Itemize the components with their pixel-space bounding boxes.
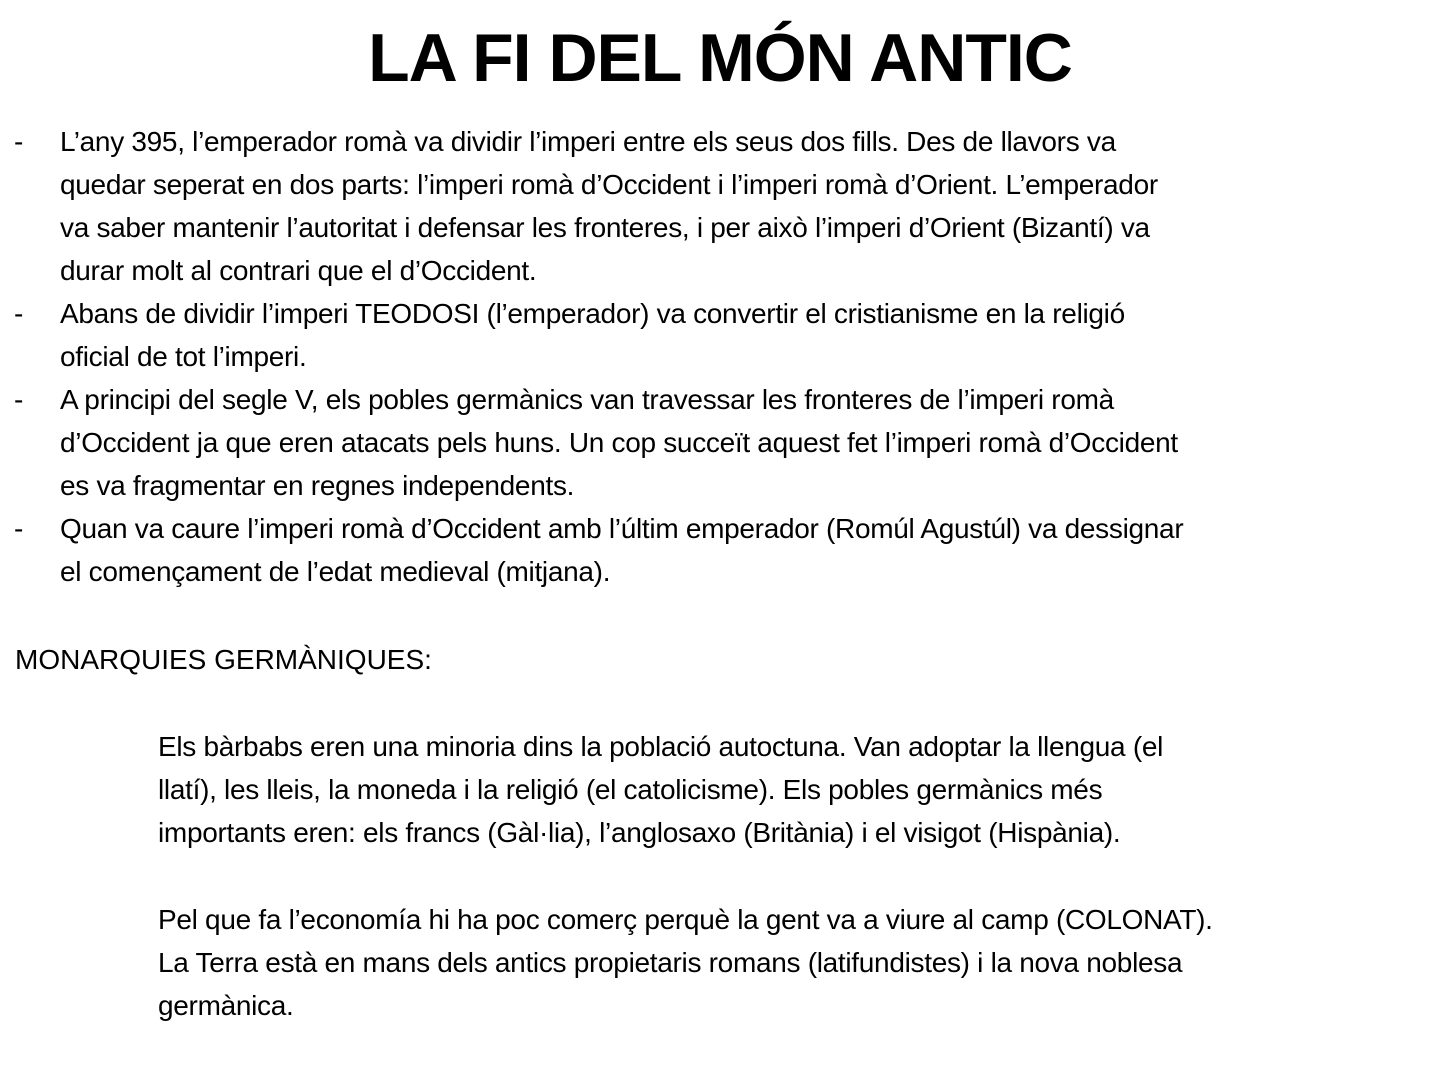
- bullet-item: [0, 507, 1440, 593]
- text-line: A principi del segle V, els pobles germànics van travessar les fronteres de l’imperi romà: [60, 384, 1114, 415]
- section-heading: MONARQUIES GERMÀNIQUES:: [15, 644, 432, 675]
- text-line: d’Occident ja que eren atacats pels huns. Un cop succeït aquest fet l’imperi romà d’Occident: [60, 427, 1178, 458]
- paragraph: [158, 898, 1213, 1027]
- bullet-list: [0, 120, 1440, 593]
- bullet-marker: -: [14, 384, 24, 415]
- bullet-item: [0, 120, 1440, 292]
- bullet-item: [0, 378, 1440, 507]
- text-line: el començament de l’edat medieval (mitjana).: [60, 556, 611, 587]
- text-line: La Terra està en mans dels antics propietaris romans (latifundistes) i la nova noblesa: [158, 947, 1183, 978]
- text-line: Abans de dividir l’imperi TEODOSI (l’emperador) va convertir el cristianisme en la religió: [60, 298, 1125, 329]
- text-line: germànica.: [158, 990, 294, 1021]
- text-line: durar molt al contrari que el d’Occident.: [60, 255, 537, 286]
- text-line: llatí), les lleis, la moneda i la religió (el catolicisme). Els pobles germànics més: [158, 774, 1103, 805]
- text-line: va saber mantenir l’autoritat i defensar les fronteres, i per això l’imperi d’Orient (Bizantí) va: [60, 212, 1150, 243]
- page-title: LA FI DEL MÓN ANTIC: [368, 20, 1072, 96]
- text-line: oficial de tot l’imperi.: [60, 341, 307, 372]
- bullet-marker: -: [14, 298, 24, 329]
- text-line: quedar seperat en dos parts: l’imperi romà d’Occident i l’imperi romà d’Orient. L’emperador: [60, 169, 1158, 200]
- text-line: L’any 395, l’emperador romà va dividir l’imperi entre els seus dos fills. Des de llavors va: [60, 126, 1116, 157]
- paragraph: [158, 725, 1163, 854]
- text-line: Pel que fa l’economía hi ha poc comerç perquè la gent va a viure al camp (COLONAT).: [158, 904, 1213, 935]
- text-line: es va fragmentar en regnes independents.: [60, 470, 575, 501]
- text-line: importants eren: els francs (Gàl·lia), l’anglosaxo (Britània) i el visigot (Hispània).: [158, 817, 1121, 848]
- text-line: Els bàrbabs eren una minoria dins la població autoctuna. Van adoptar la llengua (el: [158, 731, 1164, 762]
- bullet-marker: -: [14, 513, 24, 544]
- text-line: Quan va caure l’imperi romà d’Occident amb l’últim emperador (Romúl Agustúl) va dessignar: [60, 513, 1184, 544]
- bullet-item: [0, 292, 1440, 378]
- bullet-marker: -: [14, 126, 24, 157]
